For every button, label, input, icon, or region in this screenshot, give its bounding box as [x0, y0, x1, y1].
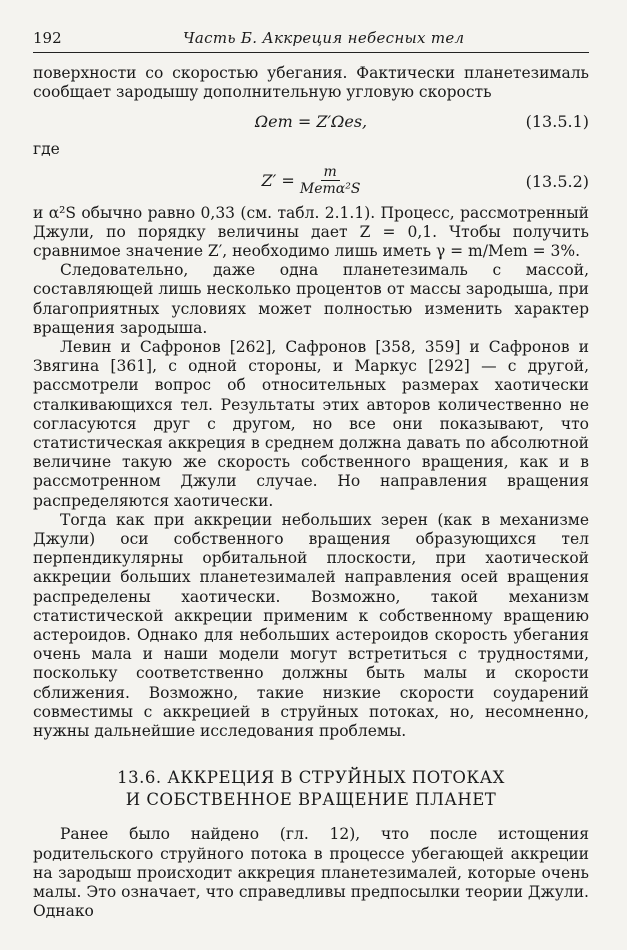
body-text — [33, 64, 589, 921]
section-heading — [33, 767, 589, 811]
paragraph-3: Следовательно, даже одна планетезималь с массой, составляющей лишь несколько процентов от массы зародыша, при благоприятных условиях может полностью изменить характер вращения зародыша. — [33, 261, 589, 337]
paragraph-5: Тогда как при аккреции небольших зерен (как в механизме Джули) оси собственного вращения образующихся тел перпендикулярны орбитальной плоскости, при хаотической аккреции больших планетезималей направления осей вращения распределены хаотически. Возможно, такой механизм статистической аккреции применим к собственному вращению астероидов. Однако для небольших астероидов скорость убегания очень мала и наши модели могут встретиться с трудностями, поскольку соответственно должны быть малы и скорости сближения. Возможно, такие низкие скорости соударений совместимы с аккрецией в струйных потоках, но, несомненно, нужны дальнейшие исследования проблемы. — [33, 510, 589, 741]
equation-13-5-1 — [33, 102, 589, 140]
paragraph-6: Ранее было найдено (гл. 12), что после истощения родительского струйного потока в процессе убегающей аккреции на зародыш происходит аккреция планетезималей, которые очень малы. Это означает, что справедливы предпосылки теории Джули. Однако — [33, 825, 589, 921]
section-heading-line-1: 13.6. АККРЕЦИЯ В СТРУЙНЫХ ПОТОКАХ — [117, 768, 505, 788]
equation-13-5-2 — [33, 160, 589, 204]
equation-formula: Ωem = Z′Ωes, — [254, 111, 368, 131]
equation-number: (13.5.1) — [525, 111, 589, 131]
page-number: 192 — [33, 29, 62, 47]
equation-formula — [33, 165, 589, 198]
paragraph-1: поверхности со скоростью убегания. Фактически планетезималь сообщает зародышу дополнительную угловую скорость — [33, 64, 589, 102]
equation-lhs: Z′ = — [261, 171, 295, 191]
fraction — [300, 165, 361, 198]
fraction-denominator: Memα²Ѕ — [299, 181, 361, 198]
fraction-numerator: m — [321, 165, 340, 181]
paragraph-2: и α²Ѕ обычно равно 0,33 (см. табл. 2.1.1). Процесс, рассмотренный Джули, по порядку величины дает Z = 0,1. Чтобы получить сравнимое значение Z′, необходимо лишь иметь γ = m/Mem = 3%. — [33, 203, 589, 261]
section-heading-line-2: И СОБСТВЕННОЕ ВРАЩЕНИЕ ПЛАНЕТ — [125, 790, 497, 810]
paragraph-4: Левин и Сафронов [262], Сафронов [358, 359] и Сафронов и Звягина [361], с одной стороны, и Маркус [292] — с другой, рассмотрели вопрос об относительных размерах хаотически сталкивающихся тел. Результаты этих авторов количественно не согласуются друг с другом, но все они показывают, что статистическая аккреция в среднем должна давать по абсолютной величине такую же скорость собственного вращения, как и в рассмотренном Джули случае. Но направления вращения распределяются хаотически. — [33, 338, 589, 510]
running-title: Часть Б. Аккреция небесных тел — [183, 29, 465, 47]
where-label: где — [33, 140, 60, 159]
running-header — [33, 29, 589, 53]
equation-number: (13.5.2) — [525, 172, 589, 191]
